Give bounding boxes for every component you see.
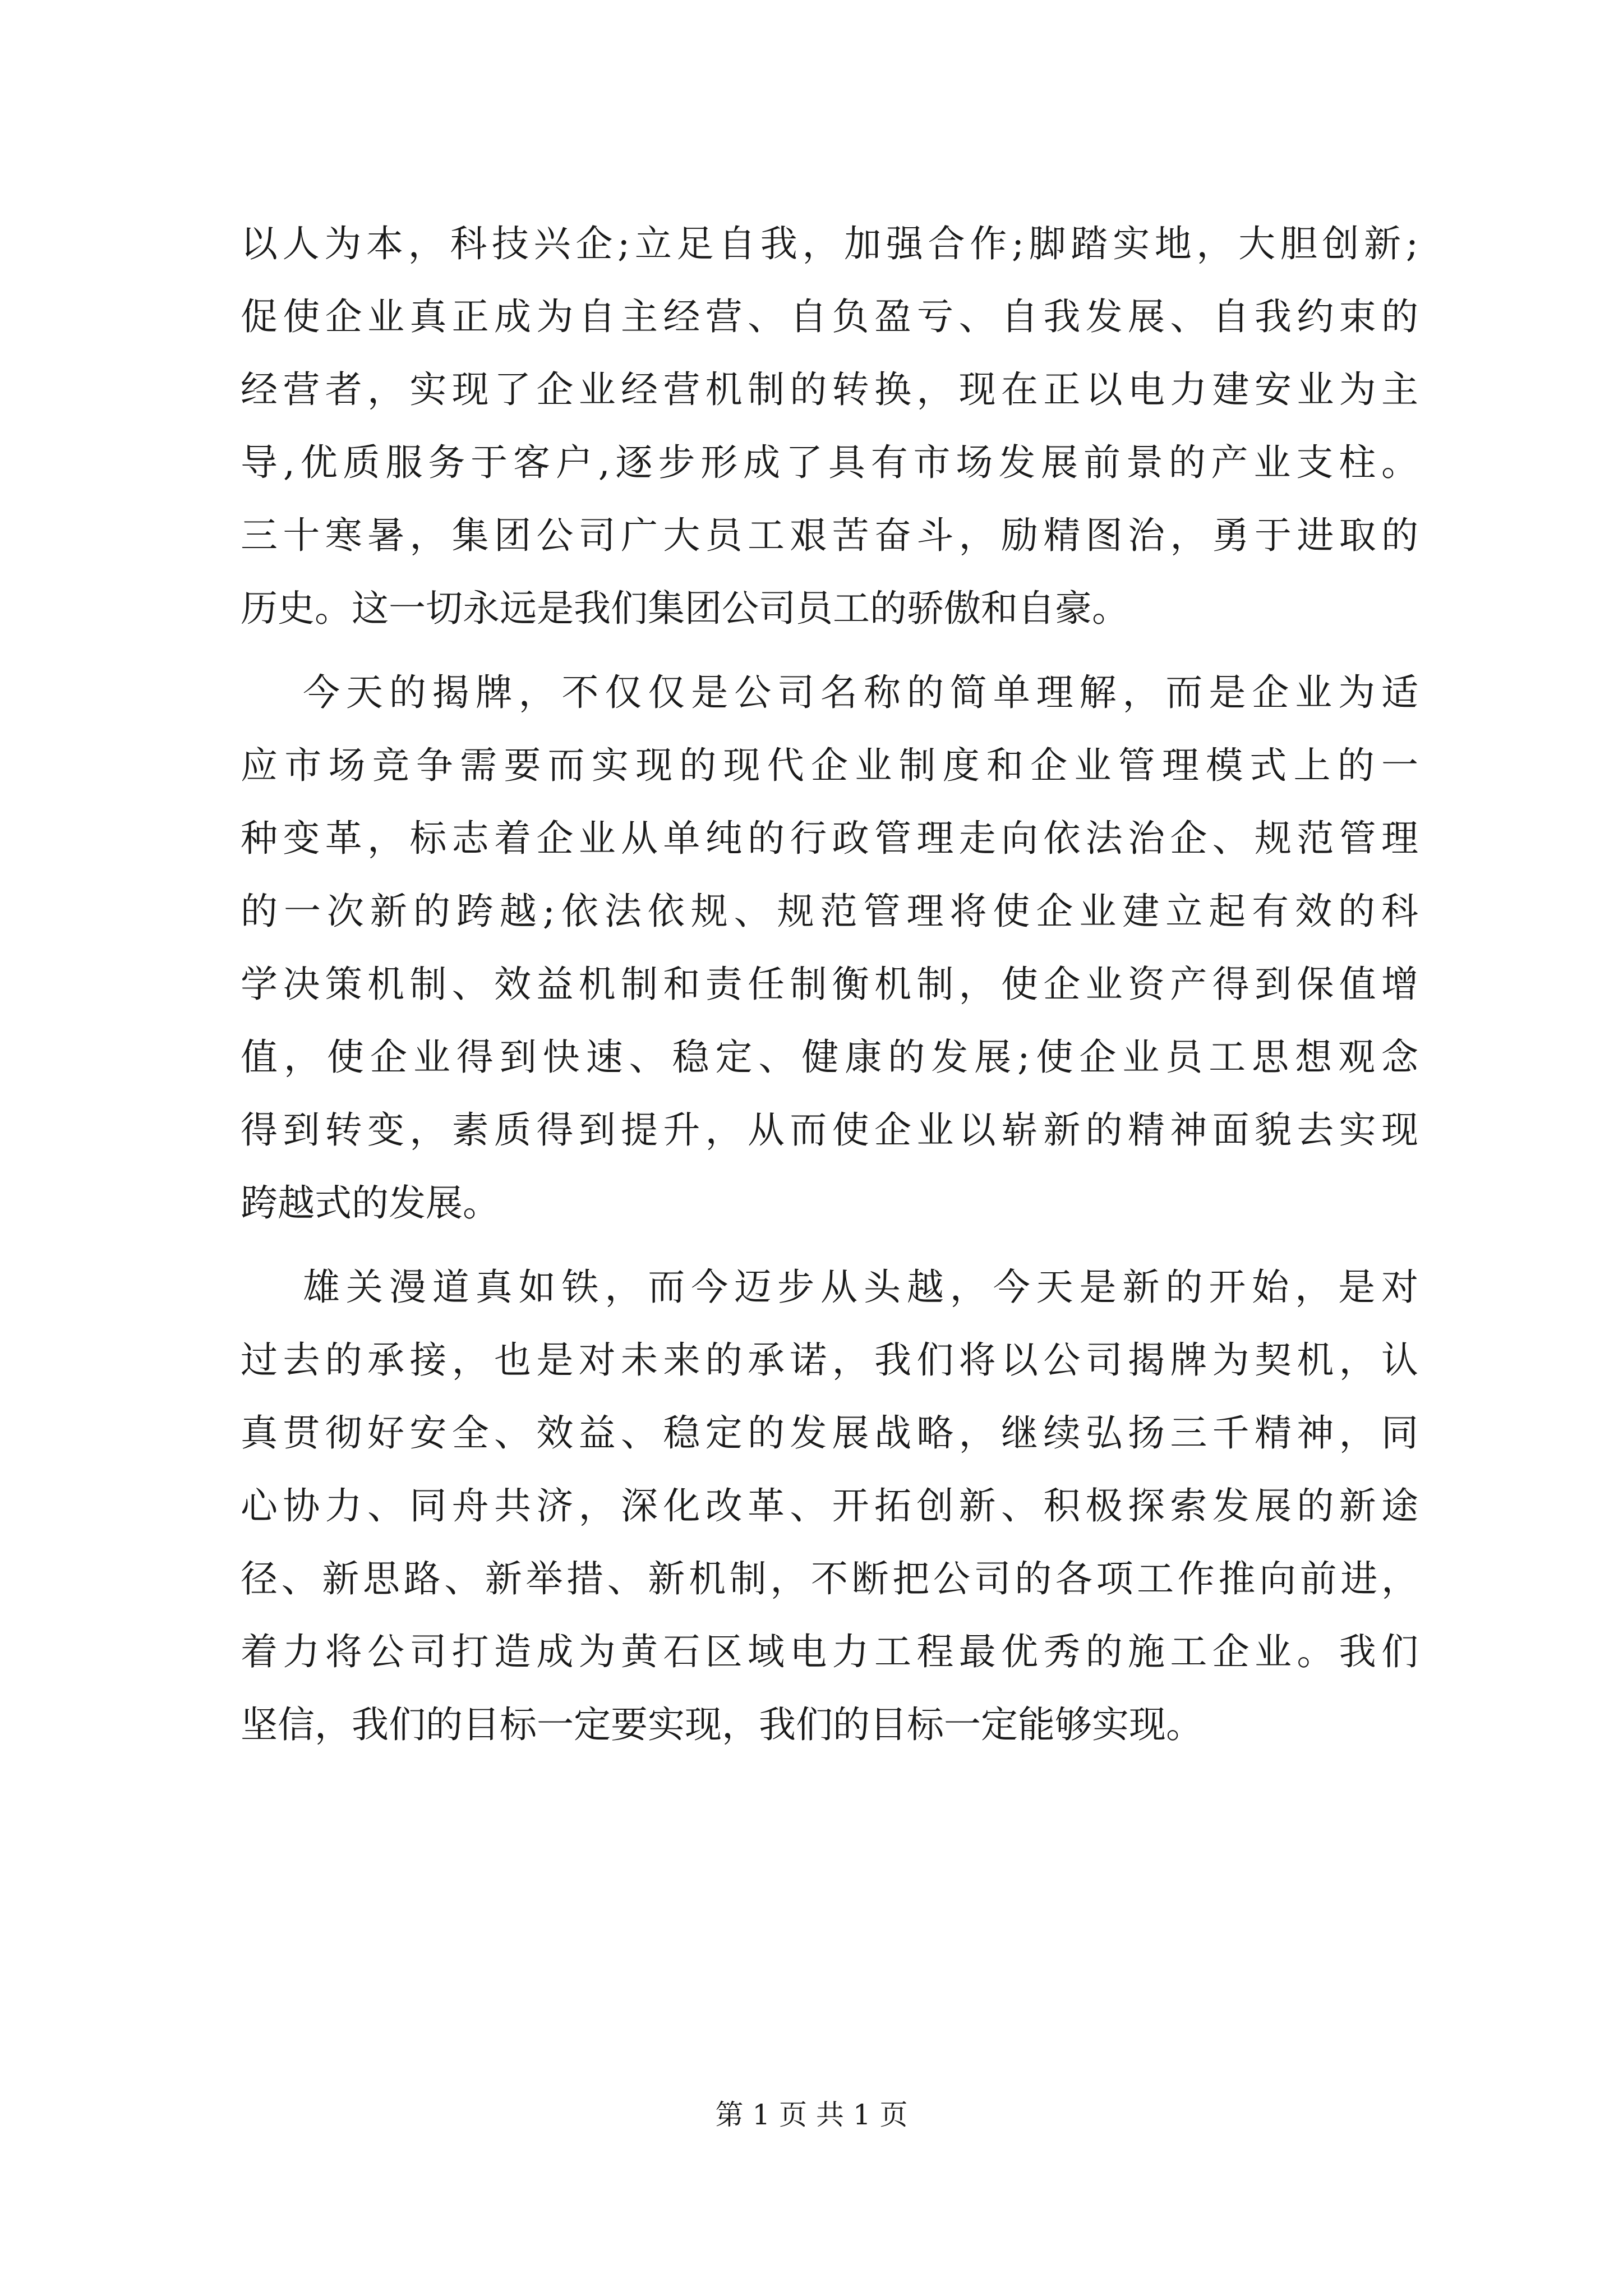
- paragraph-2-line-5: 学决策机制、效益机制和责任制衡机制，使企业资产得到保值增: [241, 963, 1418, 1006]
- page-footer: 第 1 页 共 1 页: [715, 2099, 908, 2131]
- paragraph-2-line-1: 今天的揭牌，不仅仅是公司名称的简单理解，而是企业为适: [303, 671, 1418, 714]
- paragraph-1-line-3: 经营者，实现了企业经营机制的转换，现在正以电力建安业为主: [241, 368, 1418, 411]
- paragraph-2-line-4: 的一次新的跨越;依法依规、规范管理将使企业建立起有效的科: [241, 890, 1418, 933]
- paragraph-1-line-1: 以人为本，科技兴企;立足自我，加强合作;脚踏实地，大胆创新;: [241, 222, 1418, 265]
- paragraph-2-line-3: 种变革，标志着企业从单纯的行政管理走向依法治企、规范管理: [241, 817, 1418, 860]
- paragraph-1-line-5: 三十寒暑，集团公司广大员工艰苦奋斗，励精图治，勇于进取的: [241, 514, 1418, 557]
- paragraph-3-line-1: 雄关漫道真如铁，而今迈步从头越，今天是新的开始，是对: [303, 1266, 1418, 1309]
- paragraph-2-line-2: 应市场竞争需要而实现的现代企业制度和企业管理模式上的一: [241, 744, 1418, 787]
- paragraph-3-line-6: 着力将公司打造成为黄石区域电力工程最优秀的施工企业。我们: [241, 1630, 1418, 1673]
- paragraph-3-line-5: 径、新思路、新举措、新机制，不断把公司的各项工作推向前进，: [241, 1557, 1418, 1600]
- paragraph-3-line-2: 过去的承接，也是对未来的承诺，我们将以公司揭牌为契机，认: [241, 1338, 1418, 1382]
- paragraph-2-line-8: 跨越式的发展。: [241, 1181, 500, 1225]
- paragraph-3-line-7: 坚信，我们的目标一定要实现，我们的目标一定能够实现。: [241, 1703, 1203, 1746]
- paragraph-3-line-4: 心协力、同舟共济，深化改革、开拓创新、积极探索发展的新途: [241, 1484, 1418, 1527]
- paragraph-1-line-2: 促使企业真正成为自主经营、自负盈亏、自我发展、自我约束的: [241, 295, 1418, 338]
- paragraph-2-line-7: 得到转变，素质得到提升，从而使企业以崭新的精神面貌去实现: [241, 1108, 1418, 1152]
- paragraph-3-line-3: 真贯彻好安全、效益、稳定的发展战略，继续弘扬三千精神，同: [241, 1411, 1418, 1455]
- paragraph-1-line-4: 导,优质服务于客户,逐步形成了具有市场发展前景的产业支柱。: [241, 441, 1418, 484]
- paragraph-1-line-6: 历史。这一切永远是我们集团公司员工的骄傲和自豪。: [241, 587, 1129, 630]
- paragraph-2-line-6: 值，使企业得到快速、稳定、健康的发展;使企业员工思想观念: [241, 1036, 1418, 1079]
